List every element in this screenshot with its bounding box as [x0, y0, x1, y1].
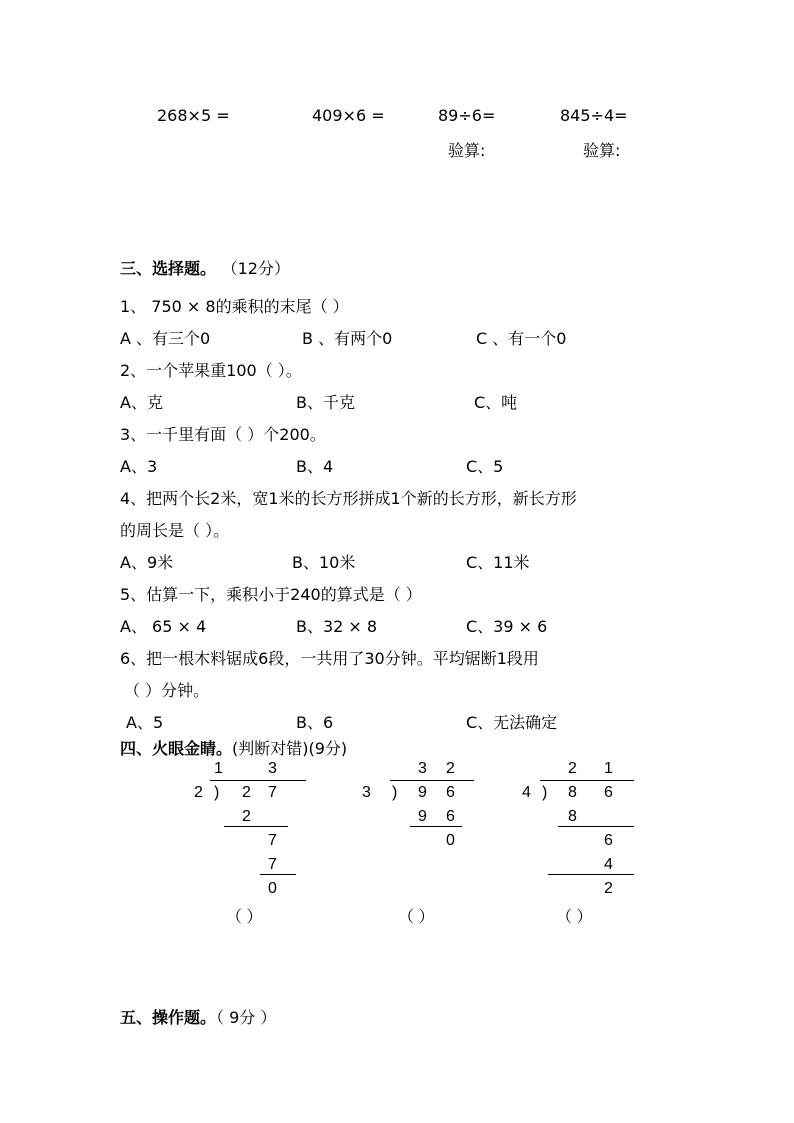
question-3: 3、一千里有面（ ）个200。: [120, 425, 326, 444]
calc-item-1: 268×5 =: [157, 106, 230, 125]
section4-heading: [120, 736, 347, 759]
long-division-2: [360, 760, 530, 926]
d2-dividend-digit-2: 6: [446, 784, 455, 801]
d3-step-line-1: [558, 826, 634, 827]
long-division-3: [520, 760, 690, 926]
question-6-line-1: 6、把一根木料锯成6段，一共用了30分钟。平均锯断1段用: [120, 649, 539, 668]
d1-step-line-1: [224, 826, 288, 827]
d3-step-2: 6: [604, 832, 613, 849]
d1-step-1: 2: [242, 808, 251, 825]
section5-heading: [120, 1005, 276, 1028]
d3-step-1: 8: [568, 808, 577, 825]
section3-title: 三、选择题。: [120, 259, 217, 278]
d2-quotient-digit-1: 3: [418, 760, 427, 777]
question-5: 5、估算一下，乘积小于240的算式是（ ）: [120, 585, 422, 604]
q6-option-c: C、无法确定: [466, 713, 558, 732]
q5-option-a: A、 65 × 4: [120, 617, 207, 636]
d3-dividend-digit-1: 8: [568, 784, 577, 801]
q4-option-c: C、11米: [466, 553, 530, 572]
d1-bracket: ): [214, 784, 220, 801]
question-4-line-2: 的周长是（ ）。: [120, 521, 230, 540]
d2-answer-blank[interactable]: （ ）: [398, 909, 435, 926]
q6-option-b: B、6: [296, 713, 334, 732]
d2-step-1-tens: 9: [418, 808, 427, 825]
d2-bracket: ): [392, 784, 398, 801]
question-4-line-1: 4、把两个长2米，宽1米的长方形拼成1个新的长方形，新长方形: [120, 489, 577, 508]
d1-step-2: 7: [268, 832, 277, 849]
q2-option-a: A、克: [120, 393, 163, 412]
d2-divisor: 3: [362, 784, 371, 801]
d3-quotient-digit-2: 1: [604, 760, 613, 777]
d2-dividend-digit-1: 9: [418, 784, 427, 801]
verify-label-2: 验算:: [583, 141, 621, 160]
section5-points: （ 9分 ）: [216, 1008, 277, 1027]
d2-remainder: 0: [446, 832, 455, 849]
q2-option-b: B、千克: [296, 393, 355, 412]
d3-dividend-digit-2: 6: [604, 784, 613, 801]
verify-label-1: 验算:: [448, 141, 486, 160]
d1-quotient-digit-2: 3: [268, 760, 277, 777]
d3-step-line-2: [548, 874, 634, 875]
q4-option-b: B、10米: [292, 553, 356, 572]
long-division-1: [190, 760, 360, 926]
q2-option-c: C、吨: [474, 393, 518, 412]
q1-option-a: A 、有三个0: [120, 329, 211, 348]
d1-answer-blank[interactable]: （ ）: [226, 909, 263, 926]
calc-item-3: 89÷6=: [438, 106, 496, 125]
calc-item-2: 409×6 =: [312, 106, 385, 125]
d3-step-4: 2: [604, 880, 613, 897]
d1-quotient-digit-1: 1: [214, 760, 223, 777]
question-6-line-2: （ ）分钟。: [124, 681, 210, 700]
q3-option-b: B、4: [296, 457, 334, 476]
d2-division-bar: [390, 780, 474, 781]
d3-bracket: ): [542, 784, 548, 801]
d1-divisor: 2: [194, 784, 203, 801]
d3-step-3: 4: [604, 856, 613, 873]
d1-division-bar: [210, 780, 306, 781]
d2-step-1-ones: 6: [446, 808, 455, 825]
question-2: 2、一个苹果重100（ ）。: [120, 361, 302, 380]
section3-heading: [120, 256, 290, 279]
d2-quotient-digit-2: 2: [446, 760, 455, 777]
d1-step-4: 0: [268, 880, 277, 897]
d1-step-3: 7: [268, 856, 277, 873]
d3-quotient-digit-1: 2: [568, 760, 577, 777]
d3-division-bar: [540, 780, 634, 781]
q5-option-c: C、39 × 6: [466, 617, 548, 636]
d1-dividend-digit-1: 2: [242, 784, 251, 801]
d1-dividend-digit-2: 7: [268, 784, 277, 801]
q6-option-a: A、5: [126, 713, 164, 732]
q1-option-b: B 、有两个0: [302, 329, 393, 348]
section5-title: 五、操作题。: [120, 1008, 217, 1027]
section3-points: （12分）: [221, 259, 290, 278]
q3-option-c: C、5: [466, 457, 504, 476]
q5-option-b: B、32 × 8: [296, 617, 378, 636]
q4-option-a: A、9米: [120, 553, 174, 572]
q1-option-c: C 、有一个0: [476, 329, 567, 348]
q3-option-a: A、3: [120, 457, 158, 476]
calc-item-4: 845÷4=: [560, 106, 628, 125]
d3-divisor: 4: [522, 784, 531, 801]
question-1: 1、 750 × 8的乘积的末尾（ ）: [120, 297, 349, 316]
d2-step-line-1: [410, 826, 462, 827]
d3-answer-blank[interactable]: （ ）: [556, 909, 593, 926]
section4-subtitle: (判断对错)(9分): [232, 739, 348, 758]
section4-title: 四、火眼金睛。: [120, 739, 233, 758]
d1-step-line-2: [260, 874, 296, 875]
